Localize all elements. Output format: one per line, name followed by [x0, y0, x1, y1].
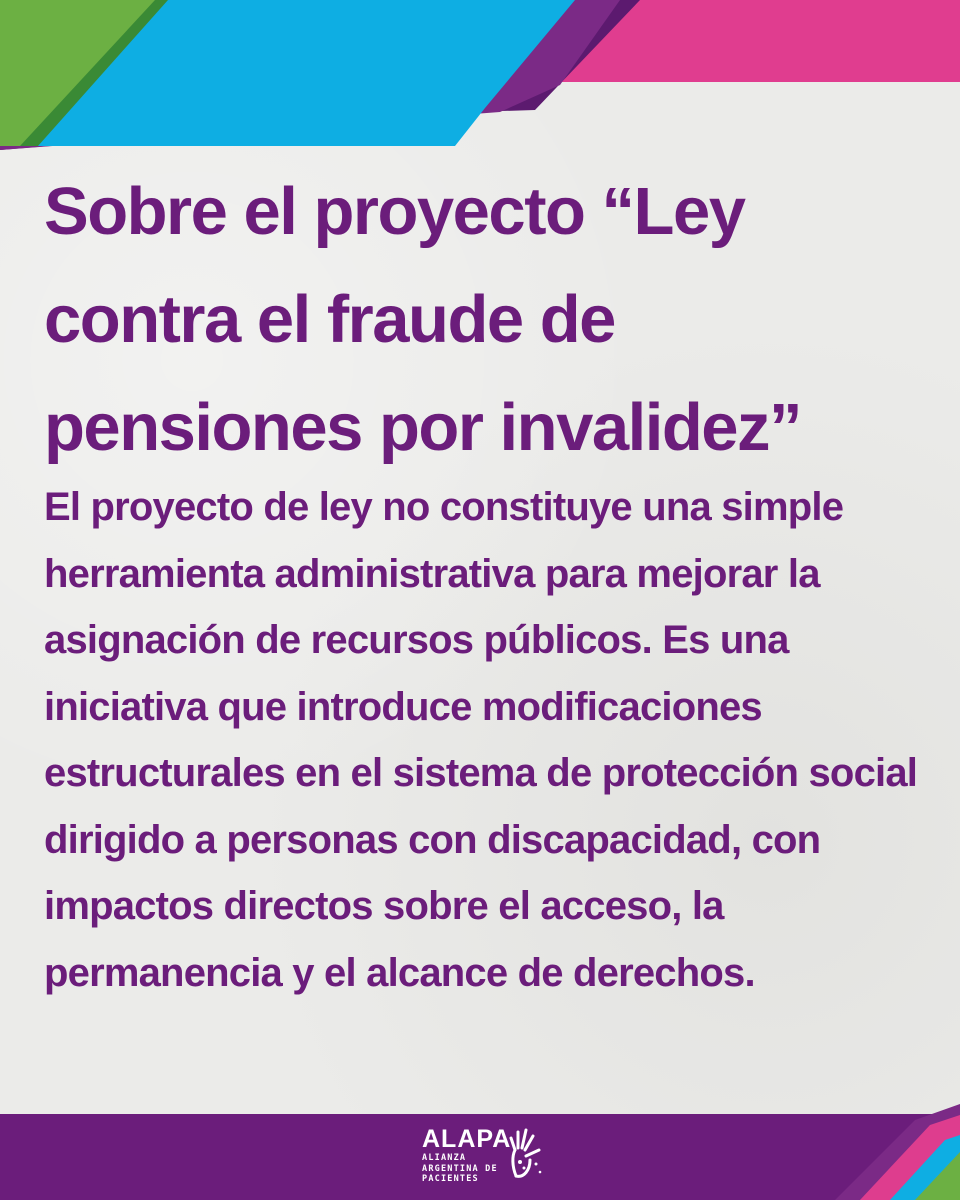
post-title: Sobre el proyecto “Ley contra el fraude de pensiones por invalidez”	[44, 174, 802, 465]
hand-icon	[506, 1126, 546, 1182]
alapa-logo	[420, 1126, 545, 1188]
logo-name: ALAPA	[422, 1125, 512, 1153]
logo-subtitle: ALIANZA ARGENTINA DE PACIENTES	[422, 1153, 498, 1184]
top-color-banner	[0, 0, 960, 150]
post-body: El proyecto de ley no constituye una simple herramienta administrativa para mejorar la asignación de recursos públicos. Es una iniciativa que introduce modificaciones estructurales en el sistema de protección social dirigido a personas con discapacidad, con impactos directos sobre el acceso, la permanencia y el alcance de derechos.	[44, 485, 918, 995]
bottom-right-color-stripes	[720, 1080, 960, 1200]
